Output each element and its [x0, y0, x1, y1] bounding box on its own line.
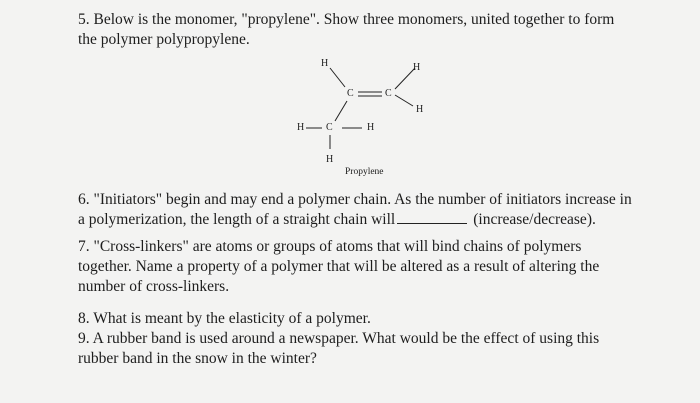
- question-7-line-2: together. Name a property of a polymer that will be altered as a result of altering the: [78, 258, 600, 275]
- atom-h-methyl-left: H: [297, 122, 305, 133]
- question-5: [78, 10, 658, 50]
- question-6-text: a polymerization, the length of a straight chain will: [78, 211, 396, 228]
- atom-h-top-right: H: [413, 62, 421, 73]
- atom-c-methyl: C: [326, 122, 333, 133]
- question-9: [78, 329, 678, 369]
- question-6-line-1: 6. "Initiators" begin and may end a polymer chain. As the number of initiators increase in: [78, 191, 632, 208]
- question-6-line-2: [78, 210, 678, 230]
- atom-h-top-left: H: [321, 58, 329, 69]
- question-8-text: 8. What is meant by the elasticity of a polymer.: [78, 310, 371, 327]
- answer-blank[interactable]: [397, 210, 467, 224]
- question-7-line-1: 7. "Cross-linkers" are atoms or groups of atoms that will bind chains of polymers: [78, 238, 582, 255]
- question-6-options: (increase/decrease).: [473, 211, 596, 228]
- question-7-line-3: number of cross-linkers.: [78, 278, 230, 295]
- atom-c2: C: [385, 88, 392, 99]
- bond-c2-h-right: [395, 95, 413, 106]
- bond-c2-h-top: [395, 68, 415, 89]
- question-9-line-2: rubber band in the snow in the winter?: [78, 350, 317, 367]
- question-7: [78, 237, 678, 297]
- propylene-structure: [285, 55, 445, 185]
- atom-h-right: H: [416, 104, 424, 115]
- question-5-line-2: the polymer polypropylene.: [78, 31, 250, 48]
- bond-h-c1: [330, 68, 345, 87]
- atom-h-methyl-right: H: [367, 122, 375, 133]
- question-6: [78, 190, 678, 230]
- question-8: [78, 309, 371, 329]
- atom-h-methyl-bottom: H: [326, 154, 334, 165]
- question-5-line-1: 5. Below is the monomer, "propylene". Show three monomers, united together to form: [78, 11, 615, 28]
- bond-c1-methyl: [335, 101, 347, 121]
- atom-c1: C: [347, 88, 354, 99]
- structure-caption: Propylene: [345, 167, 384, 177]
- propylene-bonds: [285, 55, 445, 185]
- question-9-line-1: 9. A rubber band is used around a newspaper. What would be the effect of using this: [78, 330, 600, 347]
